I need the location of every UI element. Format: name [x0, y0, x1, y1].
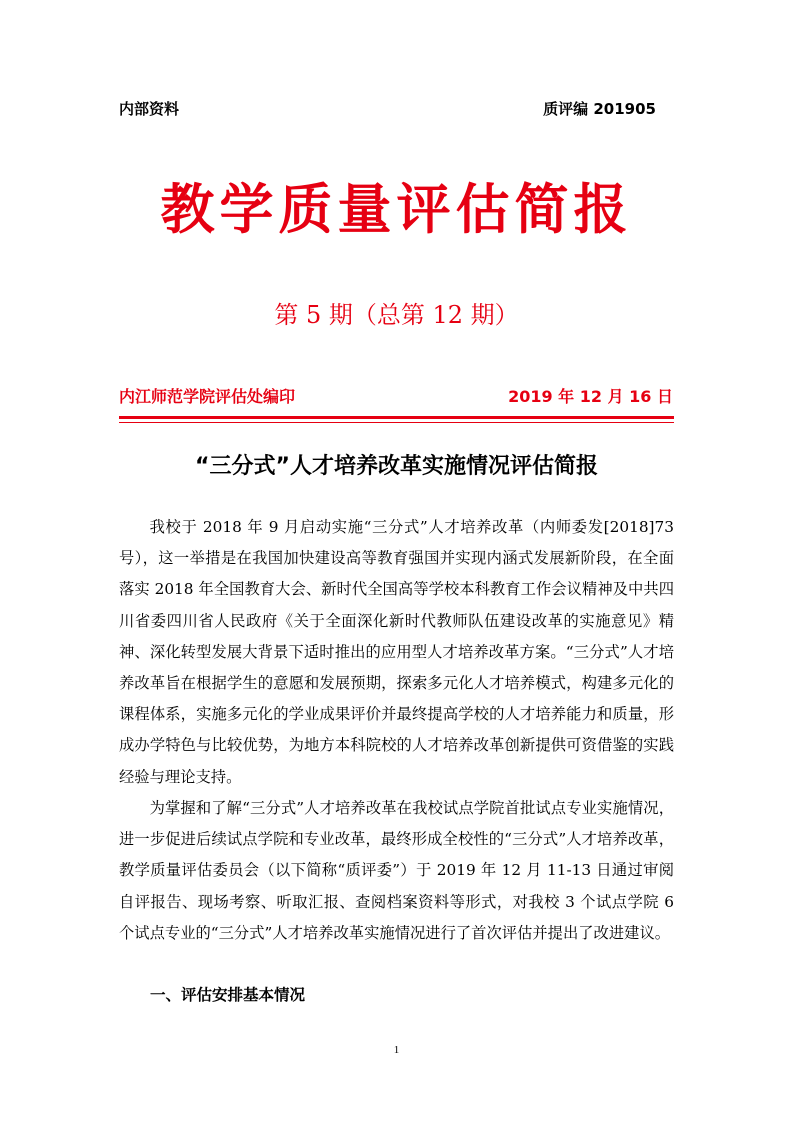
- article-title: “三分式”人才培养改革实施情况评估简报: [195, 454, 598, 479]
- masthead-divider-thick: [119, 416, 674, 419]
- article-paragraph: 我校于 2018 年 9 月启动实施“三分式”人才培养改革（内师委发[2018]73 号），这一举措是在我国加快建设高等教育强国并实现内涵式发展新阶段，在全面落实 2018 年全国教育大会、新时代全国高等学校本科教育工作会议精神及中共四川省委四川省人民政府《关于全面深化新时代教师队伍建设改革的实施意见》精神、深化转型发展大背景下适时推出的应用型人才培养改革方案。“三分式”人才培养改革旨在根据学生的意愿和发展预期，探索多元化人才培养模式，构建多元化的课程体系，实施多元化的学业成果评价并最终提高学校的人才培养能力和质量，形成办学特色与比较优势，为地方本科院校的人才培养改革创新提供可资借鉴的实践经验与理论支持。: [119, 518, 674, 786]
- publisher-name: 内江师范学院评估处编印: [119, 387, 296, 406]
- section-heading: 一、评估安排基本情况: [150, 986, 306, 1004]
- issue-number: 第 5 期（总第 12 期）: [274, 301, 519, 329]
- article-paragraph: 为掌握和了解“三分式”人才培养改革在我校试点学院首批试点专业实施情况，进一步促进后续试点学院和专业改革，最终形成全校性的“三分式”人才培养改革，教学质量评估委员会（以下简称“质评委”）于 2019 年 12 月 11-13 日通过审阅自评报告、现场考察、听取汇报、查阅档案资料等形式，对我校 3 个试点学院 6 个试点专业的“三分式”人才培养改革实施情况进行了首次评估并提出了改进建议。: [119, 799, 674, 942]
- document-classification: 内部资料: [119, 100, 180, 118]
- document-serial-number: 质评编 201905: [543, 100, 656, 118]
- masthead-divider-thin: [119, 422, 674, 423]
- publication-date: 2019 年 12 月 16 日: [508, 387, 673, 406]
- masthead-title: 教学质量评估简报: [160, 178, 633, 241]
- page-number: 1: [393, 1044, 400, 1056]
